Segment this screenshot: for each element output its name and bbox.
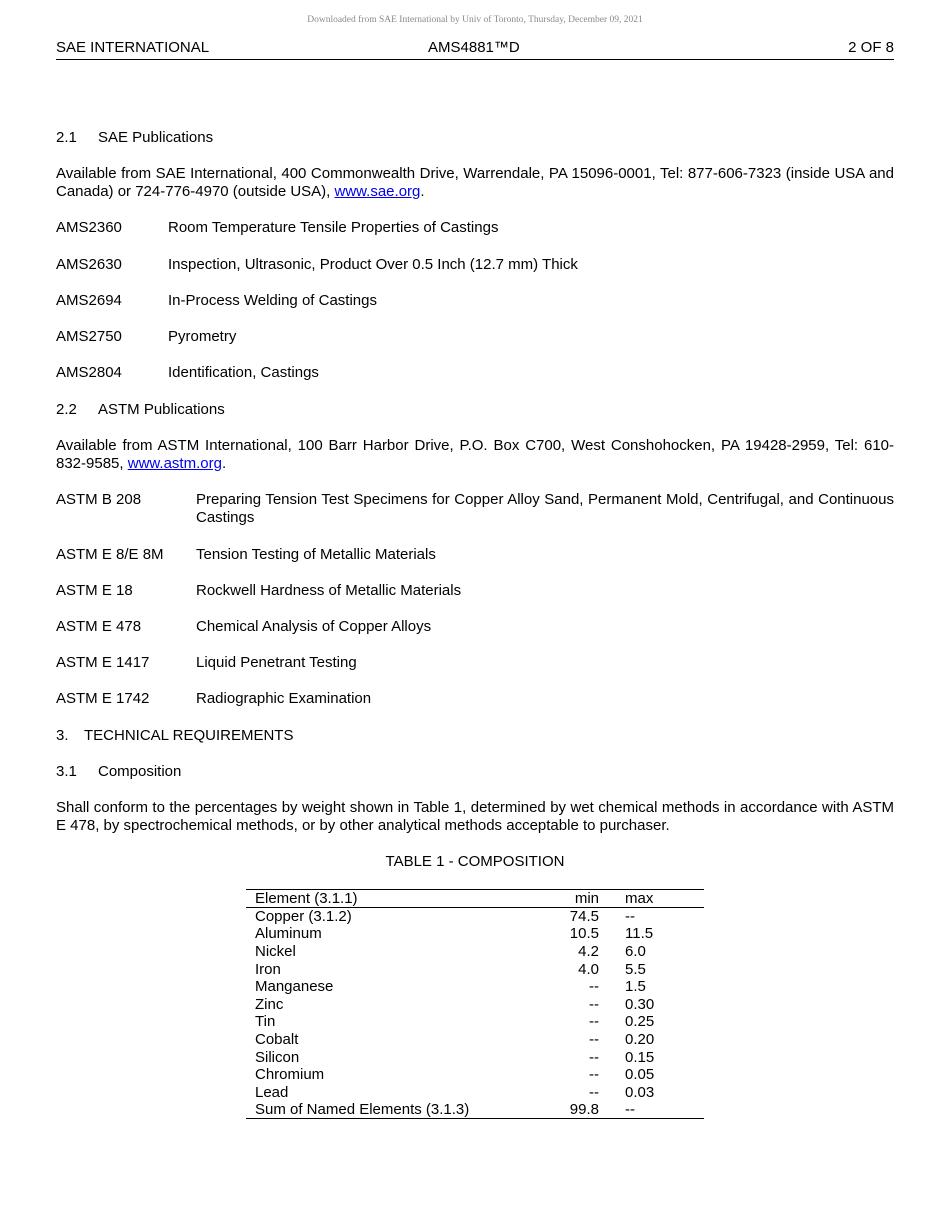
header-doc-number: AMS4881™D [428,39,520,56]
min-cell: 99.8 [569,1101,599,1119]
section-number: 3.1 [56,763,77,780]
column-spacer [599,978,625,996]
reference-code: AMS2750 [56,328,122,345]
column-spacer [599,1031,625,1049]
section-heading-composition [56,763,894,781]
max-cell: 0.25 [625,1013,655,1031]
reference-title: Pyrometry [168,328,237,345]
column-header-min: min [574,890,599,907]
section-number: 3. [56,727,69,744]
reference-code: ASTM E 1417 [56,654,150,671]
table-row [246,1083,704,1101]
column-spacer [599,890,625,908]
max-cell: 0.05 [625,1066,655,1084]
section-title: SAE Publications [98,129,214,146]
min-cell: -- [589,1013,599,1031]
section-heading-astm [56,401,894,419]
section-title: Composition [98,763,182,780]
astm-website-link[interactable]: www.astm.org [127,455,222,472]
element-cell: Aluminum [255,925,322,943]
table-row [246,960,704,978]
section-number: 2.1 [56,129,77,146]
reference-title: Liquid Penetrant Testing [196,654,357,671]
min-cell: -- [589,1083,599,1101]
table-row [246,1066,704,1084]
element-cell: Cobalt [255,1030,299,1048]
reference-title: Identification, Castings [168,364,319,381]
reference-code: ASTM E 8/E 8M [56,546,164,563]
max-cell: 0.15 [625,1048,655,1066]
table-header-row [246,890,704,908]
element-cell: Silicon [255,1048,300,1066]
reference-title: Room Temperature Tensile Properties of Castings [168,219,499,236]
reference-code: ASTM E 478 [56,618,142,635]
header-publisher: SAE INTERNATIONAL [56,39,210,56]
element-cell: Sum of Named Elements (3.1.3) [255,1101,470,1119]
table-row [246,1013,704,1031]
sae-intro-end: . [420,183,425,200]
astm-intro-text: Available from ASTM International, 100 Barr Harbor Drive, P.O. Box C700, West Conshohocken, PA 19428-2959, Tel: 610-832-9585, [56,437,894,472]
column-header-element: Element (3.1.1) [255,890,358,907]
min-cell: 10.5 [569,925,599,943]
reference-title: Tension Testing of Metallic Materials [196,546,436,563]
element-cell: Nickel [255,942,296,960]
section-title: ASTM Publications [98,401,225,418]
min-cell: 4.0 [578,960,599,978]
reference-title: Radiographic Examination [196,690,372,707]
column-spacer [599,1013,625,1031]
min-cell: -- [589,995,599,1013]
element-cell: Lead [255,1083,289,1101]
sae-intro-paragraph [56,165,894,201]
column-spacer [599,1083,625,1101]
astm-intro-end: . [221,455,227,472]
column-spacer [599,1048,625,1066]
column-spacer [599,995,625,1013]
min-cell: -- [589,978,599,996]
table-row [246,978,704,996]
max-cell: 0.03 [625,1083,655,1101]
page-header [56,38,894,60]
min-cell: 74.5 [569,908,599,926]
composition-table [246,889,704,1119]
min-cell: -- [589,1048,599,1066]
section-heading-technical [56,727,894,745]
reference-title: Rockwell Hardness of Metallic Materials [196,582,462,599]
astm-intro-paragraph [56,437,894,473]
reference-title: Preparing Tension Test Specimens for Copper Alloy Sand, Permanent Mold, Centrifugal, and Continuous Castings [196,491,894,526]
table-row [246,1031,704,1049]
min-cell: -- [589,1030,599,1048]
max-cell: 5.5 [625,960,646,978]
max-cell: -- [625,1101,635,1119]
column-spacer [599,925,625,943]
table-row [246,995,704,1013]
reference-code: ASTM E 1742 [56,690,150,707]
column-spacer [599,908,625,926]
element-cell: Iron [255,960,281,978]
element-cell: Chromium [255,1066,325,1084]
composition-paragraph: Shall conform to the percentages by weight shown in Table 1, determined by wet chemical methods in accordance with ASTM E 478, by spectrochemical methods, or by other analytical methods acceptable to purchaser. [56,799,894,834]
max-cell: 0.30 [625,995,655,1013]
element-cell: Copper (3.1.2) [255,908,352,926]
max-cell: 6.0 [625,942,646,960]
column-spacer [599,1066,625,1084]
header-page-number: 2 OF 8 [848,39,894,56]
table-row [246,943,704,961]
table-row [246,925,704,943]
column-header-max: max [625,890,654,907]
sae-website-link[interactable]: www.sae.org [334,183,421,200]
element-cell: Manganese [255,978,334,996]
section-number: 2.2 [56,401,77,418]
reference-title: Inspection, Ultrasonic, Product Over 0.5 Inch (12.7 mm) Thick [168,256,578,273]
max-cell: 1.5 [625,978,646,996]
column-spacer [599,1101,625,1119]
reference-code: AMS2694 [56,292,122,309]
reference-code: AMS2630 [56,256,122,273]
min-cell: -- [589,1066,599,1084]
element-cell: Tin [255,1013,276,1031]
download-watermark: Downloaded from SAE International by Univ of Toronto, Thursday, December 09, 2021 [307,15,643,25]
section-title: TECHNICAL REQUIREMENTS [84,727,294,744]
max-cell: -- [625,908,635,926]
reference-code: AMS2360 [56,219,122,236]
reference-title: In-Process Welding of Castings [168,292,377,309]
reference-code: AMS2804 [56,364,122,381]
table-row [246,908,704,926]
sae-intro-text: Available from SAE International, 400 Commonwealth Drive, Warrendale, PA 15096-0001, Tel: 877-606-7323 (inside USA and Canada) or 724-776-4970 (outside USA), [56,165,894,200]
min-cell: 4.2 [578,942,599,960]
column-spacer [599,960,625,978]
reference-code: ASTM B 208 [56,491,142,508]
max-cell: 11.5 [625,925,654,943]
section-heading-sae [56,129,894,147]
reference-title: Chemical Analysis of Copper Alloys [196,618,432,635]
element-cell: Zinc [255,995,284,1013]
table-row [246,1101,704,1119]
reference-code: ASTM E 18 [56,582,133,599]
table-row [246,1048,704,1066]
max-cell: 0.20 [625,1030,655,1048]
table-caption: TABLE 1 - COMPOSITION [385,853,565,870]
column-spacer [599,943,625,961]
